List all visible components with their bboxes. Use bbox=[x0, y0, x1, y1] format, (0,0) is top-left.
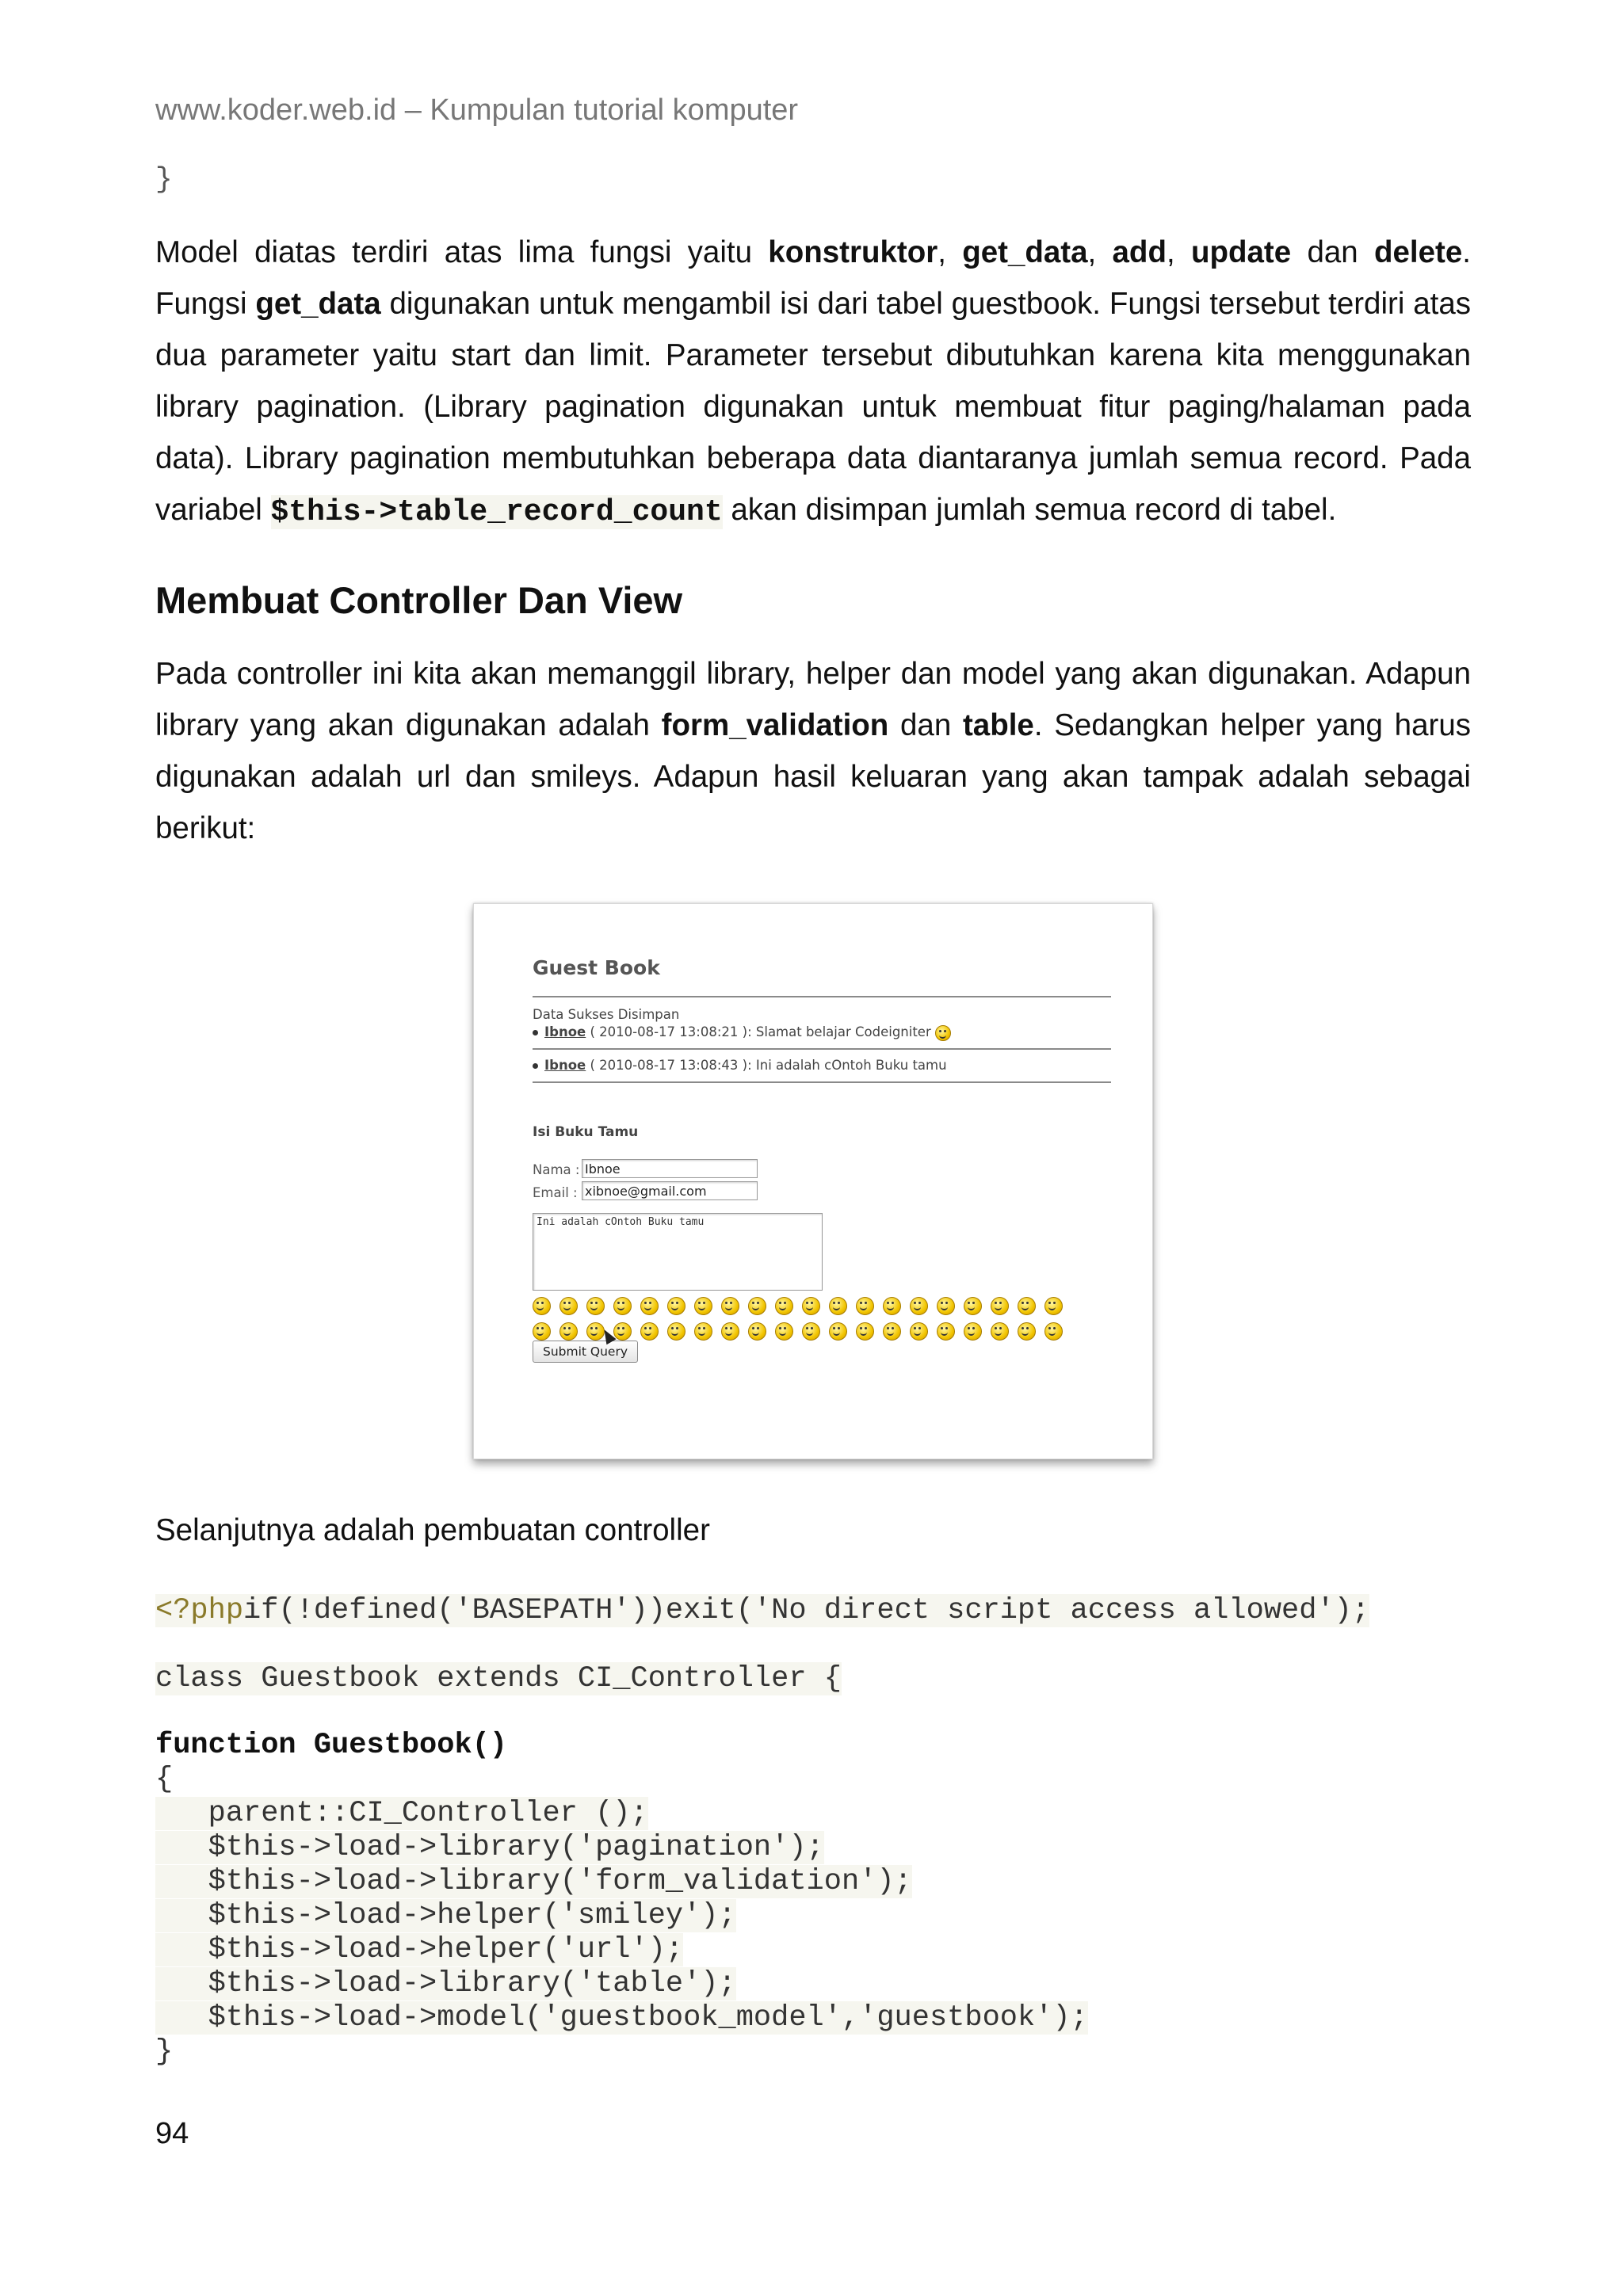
code-line: <?phpif(!defined('BASEPATH'))exit('No direct script access allowed'); bbox=[155, 1594, 1370, 1627]
smiley-icon[interactable] bbox=[748, 1322, 766, 1341]
list-item: Ibnoe ( 2010-08-17 13:08:43 ): Ini adalah cOntoh Buku tamu bbox=[533, 1058, 947, 1073]
code-line: parent::CI_Controller (); bbox=[155, 1797, 648, 1830]
smiley-icon[interactable] bbox=[694, 1322, 712, 1341]
smiley-icon[interactable] bbox=[640, 1297, 659, 1315]
guestbook-title: Guest Book bbox=[533, 956, 660, 979]
smiley-icon[interactable] bbox=[991, 1322, 1009, 1341]
smiley-icon[interactable] bbox=[802, 1297, 820, 1315]
smiley-icon[interactable] bbox=[856, 1297, 874, 1315]
code-line: $this->load->helper('smiley'); bbox=[155, 1899, 736, 1932]
code-closing-brace: } bbox=[155, 163, 173, 196]
smiley-icon[interactable] bbox=[721, 1322, 739, 1341]
smiley-icon[interactable] bbox=[856, 1322, 874, 1341]
smiley-icon[interactable] bbox=[883, 1297, 901, 1315]
smiley-icon[interactable] bbox=[829, 1297, 847, 1315]
smiley-row-1 bbox=[533, 1297, 1087, 1315]
smiley-icon[interactable] bbox=[991, 1297, 1009, 1315]
nama-label: Nama : bbox=[533, 1162, 580, 1177]
smiley-icon[interactable] bbox=[721, 1297, 739, 1315]
code-line: $this->load->library('pagination'); bbox=[155, 1831, 824, 1864]
code-line: $this->load->helper('url'); bbox=[155, 1933, 684, 1966]
divider bbox=[533, 1048, 1111, 1050]
entry-name-link[interactable]: Ibnoe bbox=[544, 1024, 586, 1039]
smiley-icon[interactable] bbox=[667, 1322, 685, 1341]
divider bbox=[533, 1081, 1111, 1083]
page-header: www.koder.web.id – Kumpulan tutorial komputer bbox=[155, 93, 799, 127]
smiley-icon[interactable] bbox=[613, 1322, 632, 1341]
caption: Selanjutnya adalah pembuatan controller bbox=[155, 1513, 710, 1547]
smiley-icon[interactable] bbox=[1044, 1322, 1063, 1341]
bullet bbox=[533, 1030, 538, 1035]
form-title: Isi Buku Tamu bbox=[533, 1124, 639, 1140]
code-line: $this->load->library('table'); bbox=[155, 1967, 736, 2000]
smiley-icon[interactable] bbox=[883, 1322, 901, 1341]
entry-name-link[interactable]: Ibnoe bbox=[544, 1058, 586, 1073]
smiley-icon[interactable] bbox=[775, 1297, 793, 1315]
inline-code: $this->table_record_count bbox=[270, 495, 723, 529]
code-line: class Guestbook extends CI_Controller { bbox=[155, 1662, 842, 1695]
code-line: function Guestbook() bbox=[155, 1729, 508, 1762]
smiley-icon[interactable] bbox=[640, 1322, 659, 1341]
code-line: { bbox=[155, 1763, 174, 1796]
smiley-icon[interactable] bbox=[829, 1322, 847, 1341]
smiley-icon[interactable] bbox=[586, 1297, 605, 1315]
smiley-icon[interactable] bbox=[910, 1322, 928, 1341]
smiley-icon[interactable] bbox=[937, 1297, 955, 1315]
code-line: $this->load->model('guestbook_model','guestbook'); bbox=[155, 2001, 1088, 2035]
message-textarea[interactable]: Ini adalah cOntoh Buku tamu bbox=[533, 1213, 823, 1291]
smiley-icon[interactable] bbox=[1018, 1297, 1036, 1315]
smiley-icon[interactable] bbox=[937, 1322, 955, 1341]
section-heading: Membuat Controller Dan View bbox=[155, 579, 683, 621]
paragraph-controller-description: Pada controller ini kita akan memanggil library, helper dan model yang akan digunakan. Adapun library yang akan digunakan adalah form_validation dan table. Sedangkan helper yang harus digunakan adalah url dan smileys. Adapun hasil keluaran yang akan tampak adalah sebagai berikut: bbox=[155, 657, 1471, 845]
list-item: Ibnoe ( 2010-08-17 13:08:21 ): Slamat belajar Codeigniter bbox=[533, 1024, 951, 1041]
guestbook-screenshot bbox=[473, 903, 1153, 1459]
smiley-icon[interactable] bbox=[559, 1322, 578, 1341]
code-line: $this->load->library('form_validation'); bbox=[155, 1865, 912, 1898]
smiley-icon[interactable] bbox=[748, 1297, 766, 1315]
email-label: Email : bbox=[533, 1185, 578, 1200]
smiley-icon[interactable] bbox=[1044, 1297, 1063, 1315]
paragraph-model-description: Model diatas terdiri atas lima fungsi yaitu konstruktor, get_data, add, update dan delete. Fungsi get_data digunakan untuk mengambil isi dari tabel guestbook. Fungsi tersebut terdiri atas dua parameter yaitu start dan limit. Parameter tersebut dibutuhkan karena kita menggunakan library pagination. (Library pagination digunakan untuk membuat fitur paging/halaman pada data). Library pagination membutuhkan beberapa data diantaranya jumlah semua record. Pada variabel $this->table_record_count akan disimpan jumlah semua record di tabel. bbox=[155, 235, 1471, 529]
divider bbox=[533, 996, 1111, 997]
email-input[interactable]: xibnoe@gmail.com bbox=[582, 1181, 758, 1200]
page-number: 94 bbox=[155, 2117, 189, 2150]
smiley-icon[interactable] bbox=[559, 1297, 578, 1315]
submit-button[interactable]: Submit Query bbox=[533, 1341, 638, 1363]
smiley-icon[interactable] bbox=[1018, 1322, 1036, 1341]
status-message: Data Sukses Disimpan bbox=[533, 1007, 680, 1022]
smiley-icon[interactable] bbox=[533, 1297, 551, 1315]
smiley-icon[interactable] bbox=[775, 1322, 793, 1341]
smiley-icon bbox=[935, 1025, 951, 1041]
smiley-icon[interactable] bbox=[910, 1297, 928, 1315]
smiley-icon[interactable] bbox=[802, 1322, 820, 1341]
nama-input[interactable]: Ibnoe bbox=[582, 1159, 758, 1178]
smiley-icon[interactable] bbox=[667, 1297, 685, 1315]
smiley-icon[interactable] bbox=[694, 1297, 712, 1315]
code-line: } bbox=[155, 2035, 174, 2069]
bullet bbox=[533, 1063, 538, 1069]
smiley-icon[interactable] bbox=[533, 1322, 551, 1341]
smiley-icon[interactable] bbox=[964, 1297, 982, 1315]
smiley-icon[interactable] bbox=[964, 1322, 982, 1341]
smiley-icon[interactable] bbox=[613, 1297, 632, 1315]
